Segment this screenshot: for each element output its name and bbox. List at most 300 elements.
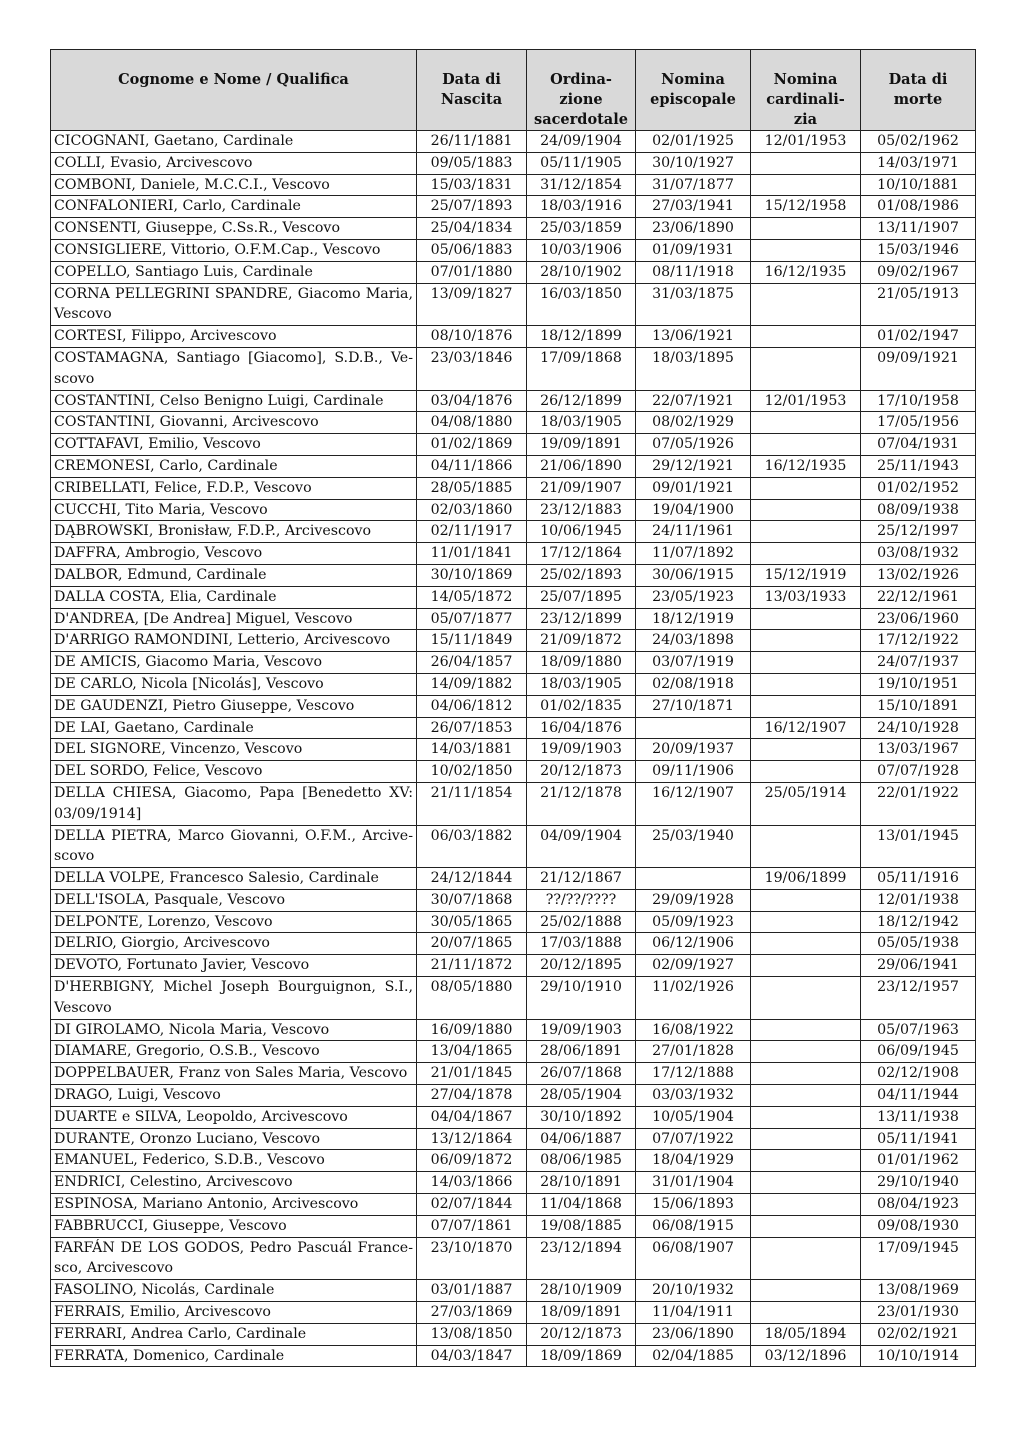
cardinal-date-cell — [751, 477, 861, 499]
episcopal-date-cell: 18/04/1929 — [636, 1150, 751, 1172]
name-cell: FERRAIS, Emilio, Arcivescovo — [51, 1302, 417, 1324]
ordination-date-cell: 20/12/1873 — [527, 1323, 636, 1345]
episcopal-date-cell: 01/09/1931 — [636, 239, 751, 261]
name-cell: DELRIO, Giorgio, Arcivescovo — [51, 933, 417, 955]
name-cell: DELLA VOLPE, Francesco Salesio, Cardinale — [51, 868, 417, 890]
name-cell: DEVOTO, Fortunato Javier, Vescovo — [51, 955, 417, 977]
ordination-date-cell: 18/03/1916 — [527, 196, 636, 218]
birth-date-cell: 01/02/1869 — [417, 434, 527, 456]
birth-date-cell: 24/12/1844 — [417, 868, 527, 890]
birth-date-cell: 28/05/1885 — [417, 477, 527, 499]
cardinal-date-cell — [751, 543, 861, 565]
ordination-date-cell: 18/09/1891 — [527, 1302, 636, 1324]
table-row — [51, 543, 976, 565]
death-date-cell: 01/02/1947 — [861, 326, 976, 348]
ordination-date-cell: 16/03/1850 — [527, 283, 636, 326]
birth-date-cell: 14/03/1866 — [417, 1172, 527, 1194]
death-date-cell: 10/10/1881 — [861, 174, 976, 196]
birth-date-cell: 05/06/1883 — [417, 239, 527, 261]
episcopal-date-cell: 18/03/1895 — [636, 347, 751, 390]
episcopal-date-cell: 25/03/1940 — [636, 825, 751, 868]
death-date-cell: 17/05/1956 — [861, 412, 976, 434]
birth-date-cell: 04/04/1867 — [417, 1106, 527, 1128]
table-row — [51, 586, 976, 608]
name-cell: CORTESI, Filippo, Arcivescovo — [51, 326, 417, 348]
ordination-date-cell: 10/06/1945 — [527, 521, 636, 543]
table-row — [51, 521, 976, 543]
cardinal-date-cell: 19/06/1899 — [751, 868, 861, 890]
table-row — [51, 1063, 976, 1085]
table-row — [51, 868, 976, 890]
ordination-date-cell: 18/09/1880 — [527, 652, 636, 674]
table-row — [51, 412, 976, 434]
death-date-cell: 07/04/1931 — [861, 434, 976, 456]
ordination-date-cell: 11/04/1868 — [527, 1194, 636, 1216]
episcopal-date-cell: 15/06/1893 — [636, 1194, 751, 1216]
table-row — [51, 477, 976, 499]
episcopal-date-cell: 07/07/1922 — [636, 1128, 751, 1150]
table-row — [51, 955, 976, 977]
death-date-cell: 05/11/1916 — [861, 868, 976, 890]
episcopal-date-cell: 11/02/1926 — [636, 977, 751, 1020]
episcopal-date-cell: 05/09/1923 — [636, 911, 751, 933]
episcopal-date-cell: 06/12/1906 — [636, 933, 751, 955]
episcopal-date-cell: 29/09/1928 — [636, 889, 751, 911]
death-date-cell: 13/03/1967 — [861, 739, 976, 761]
name-cell: D'ARRIGO RAMONDINI, Letterio, Arcivescovo — [51, 630, 417, 652]
ordination-date-cell: 28/10/1902 — [527, 261, 636, 283]
table-row — [51, 434, 976, 456]
table-header — [51, 50, 976, 131]
cardinal-date-cell — [751, 673, 861, 695]
episcopal-date-cell: 09/01/1921 — [636, 477, 751, 499]
birth-date-cell: 04/08/1880 — [417, 412, 527, 434]
table-row — [51, 695, 976, 717]
cardinal-date-cell — [751, 152, 861, 174]
ordination-date-cell: 30/10/1892 — [527, 1106, 636, 1128]
episcopal-date-cell: 24/11/1961 — [636, 521, 751, 543]
table-row — [51, 1302, 976, 1324]
name-cell: DELLA CHIESA, Giacomo, Papa [Benedetto XV: 03/09/1914] — [51, 782, 417, 825]
episcopal-date-cell: 19/04/1900 — [636, 499, 751, 521]
ordination-date-cell: 26/12/1899 — [527, 390, 636, 412]
table-row — [51, 717, 976, 739]
episcopal-date-cell: 23/06/1890 — [636, 1323, 751, 1345]
table-row — [51, 131, 976, 153]
cardinal-date-cell — [751, 434, 861, 456]
cardinal-date-cell: 16/12/1935 — [751, 261, 861, 283]
episcopal-date-cell: 17/12/1888 — [636, 1063, 751, 1085]
name-cell: CREMONESI, Carlo, Cardinale — [51, 455, 417, 477]
cardinal-date-cell: 03/12/1896 — [751, 1345, 861, 1367]
ordination-date-cell: 17/12/1864 — [527, 543, 636, 565]
ordination-date-cell: 18/12/1899 — [527, 326, 636, 348]
table-row — [51, 174, 976, 196]
name-cell: DAFFRA, Ambrogio, Vescovo — [51, 543, 417, 565]
table-row — [51, 761, 976, 783]
name-cell: DALLA COSTA, Elia, Cardinale — [51, 586, 417, 608]
ordination-date-cell: 05/11/1905 — [527, 152, 636, 174]
cardinal-date-cell — [751, 695, 861, 717]
birth-date-cell: 14/05/1872 — [417, 586, 527, 608]
birth-date-cell: 10/02/1850 — [417, 761, 527, 783]
death-date-cell: 02/02/1921 — [861, 1323, 976, 1345]
death-date-cell: 09/09/1921 — [861, 347, 976, 390]
table-row — [51, 326, 976, 348]
ordination-date-cell: 28/06/1891 — [527, 1041, 636, 1063]
cardinal-date-cell — [751, 889, 861, 911]
death-date-cell: 03/08/1932 — [861, 543, 976, 565]
birth-date-cell: 14/03/1881 — [417, 739, 527, 761]
episcopal-date-cell: 08/02/1929 — [636, 412, 751, 434]
cardinal-date-cell — [751, 1237, 861, 1280]
death-date-cell: 23/06/1960 — [861, 608, 976, 630]
episcopal-date-cell: 02/04/1885 — [636, 1345, 751, 1367]
table-row — [51, 933, 976, 955]
name-cell: CONSIGLIERE, Vittorio, O.F.M.Cap., Vescovo — [51, 239, 417, 261]
name-cell: DEL SORDO, Felice, Vescovo — [51, 761, 417, 783]
episcopal-date-cell: 27/03/1941 — [636, 196, 751, 218]
birth-date-cell: 25/04/1834 — [417, 218, 527, 240]
header-cardinal: Nomina cardinali- zia — [751, 50, 861, 131]
death-date-cell: 17/10/1958 — [861, 390, 976, 412]
name-cell: D'HERBIGNY, Michel Joseph Bourguignon, S.I., Vescovo — [51, 977, 417, 1020]
birth-date-cell: 30/05/1865 — [417, 911, 527, 933]
ordination-date-cell: 23/12/1894 — [527, 1237, 636, 1280]
ordination-date-cell: 29/10/1910 — [527, 977, 636, 1020]
birth-date-cell: 30/10/1869 — [417, 564, 527, 586]
name-cell: CICOGNANI, Gaetano, Cardinale — [51, 131, 417, 153]
ordination-date-cell: 21/09/1907 — [527, 477, 636, 499]
ordination-date-cell: 23/12/1899 — [527, 608, 636, 630]
ordination-date-cell: 26/07/1868 — [527, 1063, 636, 1085]
episcopal-date-cell — [636, 868, 751, 890]
cardinal-date-cell — [751, 239, 861, 261]
episcopal-date-cell: 06/08/1915 — [636, 1215, 751, 1237]
episcopal-date-cell: 16/12/1907 — [636, 782, 751, 825]
birth-date-cell: 03/01/1887 — [417, 1280, 527, 1302]
name-cell: DRAGO, Luigi, Vescovo — [51, 1085, 417, 1107]
name-cell: COSTANTINI, Giovanni, Arcivescovo — [51, 412, 417, 434]
death-date-cell: 13/11/1907 — [861, 218, 976, 240]
death-date-cell: 04/11/1944 — [861, 1085, 976, 1107]
birth-date-cell: 13/12/1864 — [417, 1128, 527, 1150]
cardinal-date-cell — [751, 1019, 861, 1041]
table-row — [51, 652, 976, 674]
death-date-cell: 13/11/1938 — [861, 1106, 976, 1128]
birth-date-cell: 02/03/1860 — [417, 499, 527, 521]
ordination-date-cell: 18/03/1905 — [527, 673, 636, 695]
episcopal-date-cell: 08/11/1918 — [636, 261, 751, 283]
name-cell: DELLA PIETRA, Marco Giovanni, O.F.M., Arcive-scovo — [51, 825, 417, 868]
cardinal-date-cell — [751, 1106, 861, 1128]
episcopal-date-cell: 20/10/1932 — [636, 1280, 751, 1302]
death-date-cell: 01/08/1986 — [861, 196, 976, 218]
table-row — [51, 889, 976, 911]
birth-date-cell: 06/03/1882 — [417, 825, 527, 868]
episcopal-date-cell: 06/08/1907 — [636, 1237, 751, 1280]
birth-date-cell: 08/05/1880 — [417, 977, 527, 1020]
birth-date-cell: 15/11/1849 — [417, 630, 527, 652]
cardinal-date-cell — [751, 283, 861, 326]
ordination-date-cell: 21/09/1872 — [527, 630, 636, 652]
name-cell: COSTAMAGNA, Santiago [Giacomo], S.D.B., Ve-scovo — [51, 347, 417, 390]
name-cell: CUCCHI, Tito Maria, Vescovo — [51, 499, 417, 521]
ordination-date-cell: 21/12/1867 — [527, 868, 636, 890]
table-row — [51, 782, 976, 825]
death-date-cell: 12/01/1938 — [861, 889, 976, 911]
birth-date-cell: 04/03/1847 — [417, 1345, 527, 1367]
ordination-date-cell: 08/06/1985 — [527, 1150, 636, 1172]
episcopal-date-cell: 10/05/1904 — [636, 1106, 751, 1128]
death-date-cell: 06/09/1945 — [861, 1041, 976, 1063]
death-date-cell: 29/06/1941 — [861, 955, 976, 977]
table-row — [51, 1150, 976, 1172]
table-row — [51, 239, 976, 261]
birth-date-cell: 04/11/1866 — [417, 455, 527, 477]
ordination-date-cell: 01/02/1835 — [527, 695, 636, 717]
table-row — [51, 152, 976, 174]
table-row — [51, 218, 976, 240]
ordination-date-cell: 04/09/1904 — [527, 825, 636, 868]
birth-date-cell: 11/01/1841 — [417, 543, 527, 565]
table-row — [51, 499, 976, 521]
death-date-cell: 08/04/1923 — [861, 1194, 976, 1216]
birth-date-cell: 03/04/1876 — [417, 390, 527, 412]
ordination-date-cell: 24/09/1904 — [527, 131, 636, 153]
cardinal-date-cell — [751, 652, 861, 674]
death-date-cell: 07/07/1928 — [861, 761, 976, 783]
name-cell: CORNA PELLEGRINI SPANDRE, Giacomo Maria, Vescovo — [51, 283, 417, 326]
episcopal-date-cell: 22/07/1921 — [636, 390, 751, 412]
ordination-date-cell: 20/12/1895 — [527, 955, 636, 977]
episcopal-date-cell: 29/12/1921 — [636, 455, 751, 477]
ordination-date-cell: 17/03/1888 — [527, 933, 636, 955]
table-row — [51, 347, 976, 390]
name-cell: COTTAFAVI, Emilio, Vescovo — [51, 434, 417, 456]
birth-date-cell: 21/11/1872 — [417, 955, 527, 977]
episcopal-date-cell — [636, 717, 751, 739]
name-cell: D'ANDREA, [De Andrea] Miguel, Vescovo — [51, 608, 417, 630]
table-row — [51, 1128, 976, 1150]
episcopal-date-cell: 11/07/1892 — [636, 543, 751, 565]
ordination-date-cell: 25/02/1893 — [527, 564, 636, 586]
death-date-cell: 17/12/1922 — [861, 630, 976, 652]
cardinal-date-cell — [751, 911, 861, 933]
cardinal-date-cell — [751, 326, 861, 348]
cardinal-date-cell — [751, 1063, 861, 1085]
death-date-cell: 02/12/1908 — [861, 1063, 976, 1085]
ordination-date-cell: 25/03/1859 — [527, 218, 636, 240]
cardinal-date-cell — [751, 347, 861, 390]
cardinal-date-cell — [751, 412, 861, 434]
name-cell: EMANUEL, Federico, S.D.B., Vescovo — [51, 1150, 417, 1172]
ordination-date-cell: 19/09/1903 — [527, 1019, 636, 1041]
ordination-date-cell: 16/04/1876 — [527, 717, 636, 739]
birth-date-cell: 05/07/1877 — [417, 608, 527, 630]
table-row — [51, 1194, 976, 1216]
name-cell: DELL'ISOLA, Pasquale, Vescovo — [51, 889, 417, 911]
cardinal-date-cell — [751, 218, 861, 240]
episcopal-date-cell: 24/03/1898 — [636, 630, 751, 652]
cardinal-date-cell — [751, 174, 861, 196]
birth-date-cell: 30/07/1868 — [417, 889, 527, 911]
ordination-date-cell: 23/12/1883 — [527, 499, 636, 521]
cardinal-date-cell — [751, 761, 861, 783]
death-date-cell: 15/10/1891 — [861, 695, 976, 717]
table-body — [51, 131, 976, 1367]
cardinal-date-cell: 15/12/1958 — [751, 196, 861, 218]
death-date-cell: 18/12/1942 — [861, 911, 976, 933]
ordination-date-cell: 17/09/1868 — [527, 347, 636, 390]
cardinal-date-cell — [751, 1215, 861, 1237]
death-date-cell: 13/01/1945 — [861, 825, 976, 868]
episcopal-date-cell: 31/01/1904 — [636, 1172, 751, 1194]
birth-date-cell: 26/11/1881 — [417, 131, 527, 153]
birth-date-cell: 16/09/1880 — [417, 1019, 527, 1041]
episcopal-date-cell: 09/11/1906 — [636, 761, 751, 783]
death-date-cell: 05/02/1962 — [861, 131, 976, 153]
episcopal-date-cell: 30/06/1915 — [636, 564, 751, 586]
cardinal-date-cell — [751, 1085, 861, 1107]
episcopal-date-cell: 27/10/1871 — [636, 695, 751, 717]
table-row — [51, 261, 976, 283]
birth-date-cell: 25/07/1893 — [417, 196, 527, 218]
header-birth: Data di Nascita — [417, 50, 527, 131]
ordination-date-cell: 19/09/1891 — [527, 434, 636, 456]
episcopal-date-cell: 13/06/1921 — [636, 326, 751, 348]
name-cell: DĄBROWSKI, Bronisław, F.D.P., Arcivescovo — [51, 521, 417, 543]
episcopal-date-cell: 07/05/1926 — [636, 434, 751, 456]
ordination-date-cell: 31/12/1854 — [527, 174, 636, 196]
cardinal-date-cell: 12/01/1953 — [751, 131, 861, 153]
table-row — [51, 390, 976, 412]
table-row — [51, 1019, 976, 1041]
cardinal-date-cell — [751, 521, 861, 543]
cardinal-date-cell — [751, 499, 861, 521]
death-date-cell: 19/10/1951 — [861, 673, 976, 695]
episcopal-date-cell: 02/01/1925 — [636, 131, 751, 153]
death-date-cell: 25/12/1997 — [861, 521, 976, 543]
name-cell: DI GIROLAMO, Nicola Maria, Vescovo — [51, 1019, 417, 1041]
death-date-cell: 05/05/1938 — [861, 933, 976, 955]
birth-date-cell: 02/07/1844 — [417, 1194, 527, 1216]
table-row — [51, 1215, 976, 1237]
table-row — [51, 1237, 976, 1280]
death-date-cell: 01/01/1962 — [861, 1150, 976, 1172]
ordination-date-cell: 21/06/1890 — [527, 455, 636, 477]
table-row — [51, 1106, 976, 1128]
death-date-cell: 05/11/1941 — [861, 1128, 976, 1150]
birth-date-cell: 13/09/1827 — [417, 283, 527, 326]
cardinal-date-cell — [751, 608, 861, 630]
table-row — [51, 1280, 976, 1302]
cardinal-date-cell — [751, 977, 861, 1020]
page — [50, 49, 975, 1367]
death-date-cell: 14/03/1971 — [861, 152, 976, 174]
death-date-cell: 10/10/1914 — [861, 1345, 976, 1367]
name-cell: DE LAI, Gaetano, Cardinale — [51, 717, 417, 739]
cardinal-date-cell — [751, 1280, 861, 1302]
birth-date-cell: 04/06/1812 — [417, 695, 527, 717]
name-cell: DOPPELBAUER, Franz von Sales Maria, Vescovo — [51, 1063, 417, 1085]
death-date-cell: 21/05/1913 — [861, 283, 976, 326]
cardinal-date-cell — [751, 955, 861, 977]
death-date-cell: 09/02/1967 — [861, 261, 976, 283]
table-row — [51, 630, 976, 652]
name-cell: FASOLINO, Nicolás, Cardinale — [51, 1280, 417, 1302]
episcopal-date-cell: 02/09/1927 — [636, 955, 751, 977]
table-row — [51, 455, 976, 477]
table-row — [51, 977, 976, 1020]
name-cell: DE GAUDENZI, Pietro Giuseppe, Vescovo — [51, 695, 417, 717]
table-row — [51, 283, 976, 326]
episcopal-date-cell: 16/08/1922 — [636, 1019, 751, 1041]
episcopal-date-cell: 02/08/1918 — [636, 673, 751, 695]
table-row — [51, 1345, 976, 1367]
episcopal-date-cell: 31/03/1875 — [636, 283, 751, 326]
cardinal-date-cell — [751, 1194, 861, 1216]
name-cell: FARFÁN DE LOS GODOS, Pedro Pascuál France-sco, Arcivescovo — [51, 1237, 417, 1280]
birth-date-cell: 27/03/1869 — [417, 1302, 527, 1324]
name-cell: FABBRUCCI, Giuseppe, Vescovo — [51, 1215, 417, 1237]
episcopal-date-cell: 20/09/1937 — [636, 739, 751, 761]
birth-date-cell: 07/07/1861 — [417, 1215, 527, 1237]
death-date-cell: 23/01/1930 — [861, 1302, 976, 1324]
episcopal-date-cell: 11/04/1911 — [636, 1302, 751, 1324]
table-row — [51, 1041, 976, 1063]
birth-date-cell: 02/11/1917 — [417, 521, 527, 543]
ordination-date-cell: 10/03/1906 — [527, 239, 636, 261]
ordination-date-cell: 28/10/1891 — [527, 1172, 636, 1194]
table-row — [51, 608, 976, 630]
episcopal-date-cell: 31/07/1877 — [636, 174, 751, 196]
death-date-cell: 09/08/1930 — [861, 1215, 976, 1237]
table-row — [51, 673, 976, 695]
cardinal-date-cell — [751, 739, 861, 761]
name-cell: DIAMARE, Gregorio, O.S.B., Vescovo — [51, 1041, 417, 1063]
birth-date-cell: 23/10/1870 — [417, 1237, 527, 1280]
ordination-date-cell: 04/06/1887 — [527, 1128, 636, 1150]
birth-date-cell: 21/11/1854 — [417, 782, 527, 825]
table-row — [51, 196, 976, 218]
table-row — [51, 825, 976, 868]
birth-date-cell: 20/07/1865 — [417, 933, 527, 955]
ordination-date-cell: 19/08/1885 — [527, 1215, 636, 1237]
birth-date-cell: 21/01/1845 — [417, 1063, 527, 1085]
birth-date-cell: 26/07/1853 — [417, 717, 527, 739]
episcopal-date-cell: 30/10/1927 — [636, 152, 751, 174]
name-cell: COPELLO, Santiago Luis, Cardinale — [51, 261, 417, 283]
table-row — [51, 1085, 976, 1107]
name-cell: DURANTE, Oronzo Luciano, Vescovo — [51, 1128, 417, 1150]
birth-date-cell: 26/04/1857 — [417, 652, 527, 674]
birth-date-cell: 08/10/1876 — [417, 326, 527, 348]
death-date-cell: 17/09/1945 — [861, 1237, 976, 1280]
name-cell: DUARTE e SILVA, Leopoldo, Arcivescovo — [51, 1106, 417, 1128]
table-row — [51, 564, 976, 586]
ordination-date-cell: 25/07/1895 — [527, 586, 636, 608]
birth-date-cell: 07/01/1880 — [417, 261, 527, 283]
table-row — [51, 739, 976, 761]
table-row — [51, 911, 976, 933]
name-cell: DALBOR, Edmund, Cardinale — [51, 564, 417, 586]
ordination-date-cell: 21/12/1878 — [527, 782, 636, 825]
name-cell: COMBONI, Daniele, M.C.C.I., Vescovo — [51, 174, 417, 196]
cardinal-date-cell — [751, 630, 861, 652]
ordination-date-cell: 28/05/1904 — [527, 1085, 636, 1107]
cardinal-date-cell: 25/05/1914 — [751, 782, 861, 825]
